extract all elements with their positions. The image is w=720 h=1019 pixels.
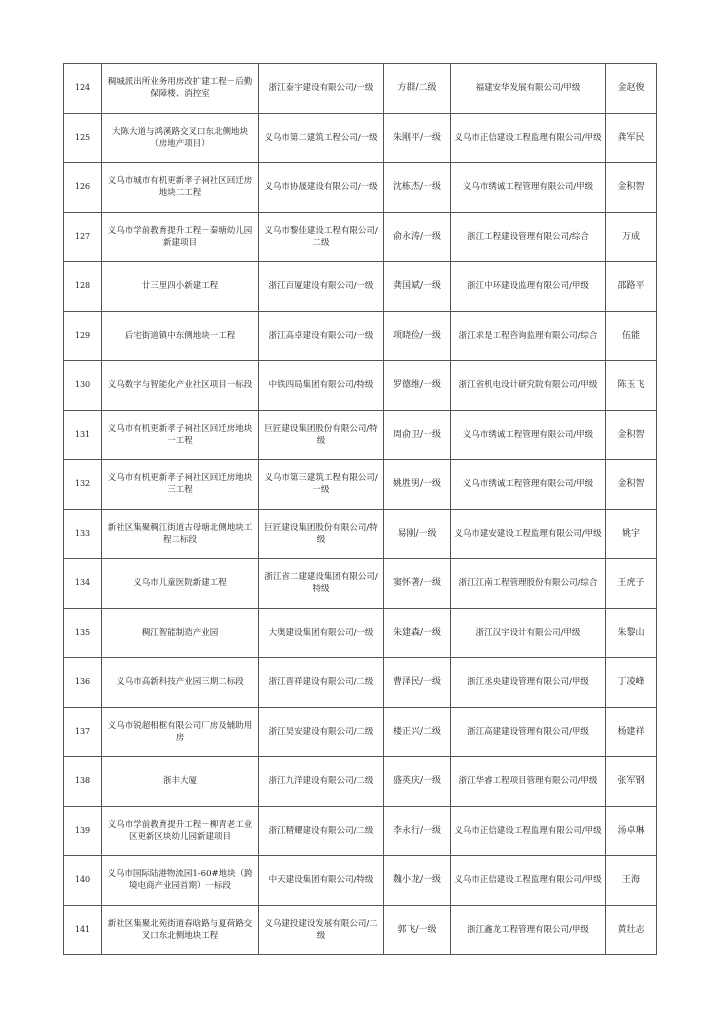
chief-supervisor: 伍能 <box>606 311 657 361</box>
project-manager: 窦怀著/一级 <box>384 559 451 609</box>
construction-company: 浙江九洋建设有限公司/二级 <box>259 757 384 807</box>
project-name: 义乌市高新科技产业园三期二标段 <box>102 658 259 708</box>
project-manager: 俞永涛/一级 <box>384 212 451 262</box>
supervision-company: 浙江省机电设计研究院有限公司/甲级 <box>451 361 606 411</box>
construction-company: 浙江高卓建设有限公司/一级 <box>259 311 384 361</box>
table-row <box>64 113 657 163</box>
supervision-company: 义乌市绣诚工程管理有限公司/甲级 <box>451 163 606 213</box>
project-name: 大陈大道与鸿溪路交叉口东北侧地块（房地产项目） <box>102 113 259 163</box>
project-name: 稠江智能制造产业园 <box>102 608 259 658</box>
project-manager: 龚国斌/一级 <box>384 262 451 312</box>
table-row <box>64 410 657 460</box>
chief-supervisor: 汤卓琳 <box>606 806 657 856</box>
construction-company: 浙江省二建建设集团有限公司/特级 <box>259 559 384 609</box>
chief-supervisor: 龚军民 <box>606 113 657 163</box>
row-number: 133 <box>64 509 102 559</box>
table-body <box>64 64 657 955</box>
supervision-company: 浙江华睿工程项目管理有限公司/甲级 <box>451 757 606 807</box>
table-row <box>64 905 657 955</box>
chief-supervisor: 金积智 <box>606 460 657 510</box>
project-manager: 楼正兴/二级 <box>384 707 451 757</box>
chief-supervisor: 王虎子 <box>606 559 657 609</box>
supervision-company: 浙江工程建设管理有限公司/综合 <box>451 212 606 262</box>
supervision-company: 浙江中环建设监理有限公司/甲级 <box>451 262 606 312</box>
project-name: 义乌市学前教育提升工程－柳青老工业区更新区块幼儿园新建项目 <box>102 806 259 856</box>
row-number: 136 <box>64 658 102 708</box>
project-manager: 李永行/一级 <box>384 806 451 856</box>
project-manager: 周俞卫/一级 <box>384 410 451 460</box>
row-number: 137 <box>64 707 102 757</box>
table-row <box>64 608 657 658</box>
project-name: 义乌市学前教育提升工程－秦塘幼儿园新建项目 <box>102 212 259 262</box>
chief-supervisor: 金积智 <box>606 163 657 213</box>
supervision-company: 浙江汉宇设计有限公司/甲级 <box>451 608 606 658</box>
chief-supervisor: 金赵俊 <box>606 64 657 114</box>
row-number: 132 <box>64 460 102 510</box>
project-name: 义乌市锐超相框有限公司厂房及辅助用房 <box>102 707 259 757</box>
row-number: 138 <box>64 757 102 807</box>
chief-supervisor: 张军钢 <box>606 757 657 807</box>
construction-company: 义乌市第三建筑工程有限公司/一级 <box>259 460 384 510</box>
table-row <box>64 212 657 262</box>
project-name: 义乌市国际陆港物流园1-60#地块（跨境电商产业园首期）一标段 <box>102 856 259 906</box>
table-row <box>64 361 657 411</box>
project-manager: 沈栋杰/一级 <box>384 163 451 213</box>
table-row <box>64 559 657 609</box>
table-row <box>64 806 657 856</box>
table-row <box>64 311 657 361</box>
project-manager: 易刚/一级 <box>384 509 451 559</box>
supervision-company: 浙江丞央建设管理有限公司/甲级 <box>451 658 606 708</box>
project-name: 新社区集聚稠江街道古母塘北侧地块工程二标段 <box>102 509 259 559</box>
supervision-company: 福建安华发展有限公司/甲级 <box>451 64 606 114</box>
project-manager: 盛英庆/一级 <box>384 757 451 807</box>
construction-company: 义乌市第二建筑工程公司/一级 <box>259 113 384 163</box>
table-row <box>64 163 657 213</box>
chief-supervisor: 王海 <box>606 856 657 906</box>
chief-supervisor: 金积智 <box>606 410 657 460</box>
construction-company: 浙江百厦建设有限公司/一级 <box>259 262 384 312</box>
construction-company: 中天建设集团有限公司/特级 <box>259 856 384 906</box>
construction-company: 义乌市黎佳建设工程有限公司/二级 <box>259 212 384 262</box>
table-row <box>64 509 657 559</box>
project-manager: 郭飞/一级 <box>384 905 451 955</box>
table-row <box>64 707 657 757</box>
construction-company: 浙江昊安建设有限公司/二级 <box>259 707 384 757</box>
project-manager: 朱建森/一级 <box>384 608 451 658</box>
project-manager: 姚胜男/一级 <box>384 460 451 510</box>
row-number: 124 <box>64 64 102 114</box>
chief-supervisor: 万成 <box>606 212 657 262</box>
chief-supervisor: 杨建祥 <box>606 707 657 757</box>
table-row <box>64 460 657 510</box>
construction-company: 浙江晋祥建设有限公司/二级 <box>259 658 384 708</box>
construction-company: 义乌建投建设发展有限公司/二级 <box>259 905 384 955</box>
row-number: 140 <box>64 856 102 906</box>
project-table <box>63 63 657 955</box>
table-row <box>64 64 657 114</box>
project-name: 廿三里四小新建工程 <box>102 262 259 312</box>
project-manager: 罗德维/一级 <box>384 361 451 411</box>
construction-company: 大奥建设集团有限公司/一级 <box>259 608 384 658</box>
project-name: 义乌数字与智能化产业社区项目一标段 <box>102 361 259 411</box>
table-row <box>64 262 657 312</box>
project-name: 后宅街道镇中东侧地块一工程 <box>102 311 259 361</box>
supervision-company: 浙江高建建设管理有限公司/甲级 <box>451 707 606 757</box>
construction-company: 义乌市协晟建设有限公司/一级 <box>259 163 384 213</box>
construction-company: 浙江泰宇建设有限公司/一级 <box>259 64 384 114</box>
project-manager: 魏小龙/一级 <box>384 856 451 906</box>
chief-supervisor: 丁凌峰 <box>606 658 657 708</box>
project-name: 义乌市有机更新孝子祠社区回迁房地块一工程 <box>102 410 259 460</box>
project-name: 新社区集聚北苑街道春晗路与夏荷路交叉口东北侧地块工程 <box>102 905 259 955</box>
supervision-company: 义乌市绣诚工程管理有限公司/甲级 <box>451 460 606 510</box>
table-row <box>64 757 657 807</box>
table-row <box>64 658 657 708</box>
project-name: 义乌市城市有机更新孝子祠社区回迁房地块二工程 <box>102 163 259 213</box>
chief-supervisor: 朱黎山 <box>606 608 657 658</box>
chief-supervisor: 黄壮志 <box>606 905 657 955</box>
project-manager: 曹泽民/一级 <box>384 658 451 708</box>
row-number: 128 <box>64 262 102 312</box>
row-number: 134 <box>64 559 102 609</box>
chief-supervisor: 陈玉飞 <box>606 361 657 411</box>
supervision-company: 义乌市绣诚工程管理有限公司/甲级 <box>451 410 606 460</box>
supervision-company: 浙江鑫龙工程管理有限公司/甲级 <box>451 905 606 955</box>
construction-company: 中铁四局集团有限公司/特级 <box>259 361 384 411</box>
row-number: 135 <box>64 608 102 658</box>
supervision-company: 义乌市正信建设工程监理有限公司/甲级 <box>451 806 606 856</box>
row-number: 126 <box>64 163 102 213</box>
project-name: 义乌市儿童医院新建工程 <box>102 559 259 609</box>
supervision-company: 浙江求是工程咨询监理有限公司/综合 <box>451 311 606 361</box>
chief-supervisor: 姚宇 <box>606 509 657 559</box>
chief-supervisor: 邵路平 <box>606 262 657 312</box>
supervision-company: 义乌市正信建设工程监理有限公司/甲级 <box>451 856 606 906</box>
row-number: 131 <box>64 410 102 460</box>
row-number: 127 <box>64 212 102 262</box>
table-row <box>64 856 657 906</box>
supervision-company: 浙江江南工程管理股份有限公司/综合 <box>451 559 606 609</box>
project-name: 稠城派出所业务用房改扩建工程－后勤保障楼、消控室 <box>102 64 259 114</box>
row-number: 141 <box>64 905 102 955</box>
project-manager: 方群/二级 <box>384 64 451 114</box>
row-number: 125 <box>64 113 102 163</box>
row-number: 130 <box>64 361 102 411</box>
construction-company: 巨匠建设集团股份有限公司/特级 <box>259 410 384 460</box>
project-manager: 朱刚平/一级 <box>384 113 451 163</box>
supervision-company: 义乌市正信建设工程监理有限公司/甲级 <box>451 113 606 163</box>
project-name: 义乌市有机更新孝子祠社区回迁房地块三工程 <box>102 460 259 510</box>
project-manager: 项晓俭/一级 <box>384 311 451 361</box>
project-name: 浙丰大厦 <box>102 757 259 807</box>
row-number: 129 <box>64 311 102 361</box>
row-number: 139 <box>64 806 102 856</box>
construction-company: 巨匠建设集团股份有限公司/特级 <box>259 509 384 559</box>
construction-company: 浙江精耀建设有限公司/二级 <box>259 806 384 856</box>
supervision-company: 义乌市建安建设工程监理有限公司/甲级 <box>451 509 606 559</box>
